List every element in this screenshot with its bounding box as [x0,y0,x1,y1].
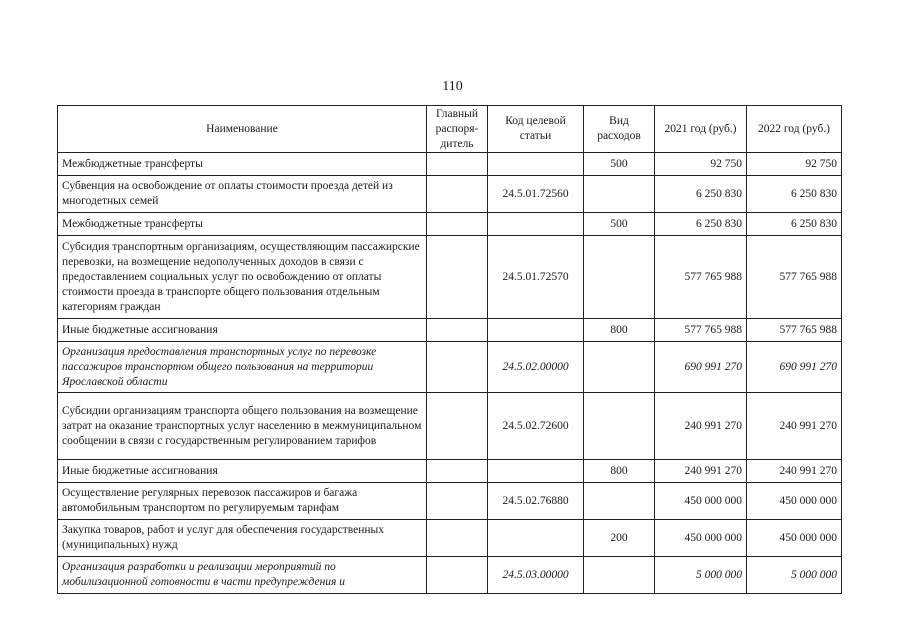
cell-type [584,483,655,520]
cell-2021: 6 250 830 [655,213,747,236]
cell-code [488,520,584,557]
table-row [58,460,842,483]
budget-table [57,105,842,594]
cell-name: Межбюджетные трансферты [58,153,427,176]
cell-type [584,557,655,594]
cell-name: Субсидия транспортным организациям, осуществляющим пассажирские перевозки, на возмещение недополученных доходов в связи с предоставлением социальных услуг по освобождению от оплаты стоимости проезда в транспорте общего пользования отдельным категориям граждан [58,236,427,319]
cell-2022: 5 000 000 [747,557,842,594]
cell-2022: 450 000 000 [747,520,842,557]
header-2022: 2022 год (руб.) [747,106,842,153]
cell-2021: 577 765 988 [655,236,747,319]
cell-code [488,319,584,342]
cell-2022: 92 750 [747,153,842,176]
header-manager: Главный распоря-дитель [427,106,488,153]
cell-manager [427,236,488,319]
cell-2022: 690 991 270 [747,342,842,393]
cell-2022: 6 250 830 [747,176,842,213]
cell-name: Субсидии организациям транспорта общего пользования на возмещение затрат на оказание транспортных услуг населению в межмуниципальном сообщении в связи с государственным регулированием тарифов [58,393,427,460]
cell-name: Иные бюджетные ассигнования [58,319,427,342]
table-row [58,319,842,342]
cell-name: Организация разработки и реализации мероприятий по мобилизационной готовности в части предупреждения и [58,557,427,594]
cell-type: 500 [584,213,655,236]
cell-type [584,342,655,393]
cell-2021: 450 000 000 [655,520,747,557]
cell-code: 24.5.01.72560 [488,176,584,213]
table-header-row [58,106,842,153]
cell-code: 24.5.01.72570 [488,236,584,319]
table-row [58,153,842,176]
cell-manager [427,342,488,393]
cell-2022: 6 250 830 [747,213,842,236]
cell-2021: 92 750 [655,153,747,176]
table-row [58,520,842,557]
cell-name: Осуществление регулярных перевозок пассажиров и багажа автомобильным транспортом по регулируемым тарифам [58,483,427,520]
cell-code: 24.5.02.00000 [488,342,584,393]
cell-name: Субвенция на освобождение от оплаты стоимости проезда детей из многодетных семей [58,176,427,213]
table-row [58,557,842,594]
cell-code: 24.5.03.00000 [488,557,584,594]
cell-2021: 690 991 270 [655,342,747,393]
cell-code [488,460,584,483]
cell-type: 200 [584,520,655,557]
cell-name: Закупка товаров, работ и услуг для обеспечения государственных (муниципальных) нужд [58,520,427,557]
cell-manager [427,213,488,236]
cell-type: 500 [584,153,655,176]
cell-name: Иные бюджетные ассигнования [58,460,427,483]
cell-2021: 577 765 988 [655,319,747,342]
table-row [58,176,842,213]
cell-code [488,153,584,176]
cell-manager [427,153,488,176]
cell-manager [427,319,488,342]
cell-code: 24.5.02.72600 [488,393,584,460]
cell-code [488,213,584,236]
cell-2022: 240 991 270 [747,460,842,483]
header-2021: 2021 год (руб.) [655,106,747,153]
cell-code: 24.5.02.76880 [488,483,584,520]
cell-manager [427,176,488,213]
header-code: Код целевой статьи [488,106,584,153]
cell-2021: 6 250 830 [655,176,747,213]
cell-2022: 577 765 988 [747,236,842,319]
cell-2021: 240 991 270 [655,393,747,460]
cell-type: 800 [584,460,655,483]
cell-manager [427,557,488,594]
cell-type [584,176,655,213]
cell-2022: 450 000 000 [747,483,842,520]
cell-2021: 5 000 000 [655,557,747,594]
cell-name: Межбюджетные трансферты [58,213,427,236]
page-number: 110 [442,79,463,94]
cell-manager [427,460,488,483]
cell-manager [427,393,488,460]
table-row [58,342,842,393]
cell-type: 800 [584,319,655,342]
header-name: Наименование [58,106,427,153]
cell-manager [427,520,488,557]
table-row [58,393,842,460]
header-type: Вид расходов [584,106,655,153]
cell-2022: 240 991 270 [747,393,842,460]
cell-2021: 450 000 000 [655,483,747,520]
cell-2022: 577 765 988 [747,319,842,342]
table-row [58,213,842,236]
cell-2021: 240 991 270 [655,460,747,483]
cell-type [584,393,655,460]
table-row [58,236,842,319]
cell-manager [427,483,488,520]
table-row [58,483,842,520]
cell-name: Организация предоставления транспортных услуг по перевозке пассажиров транспортом общего пользования на территории Ярославской области [58,342,427,393]
cell-type [584,236,655,319]
